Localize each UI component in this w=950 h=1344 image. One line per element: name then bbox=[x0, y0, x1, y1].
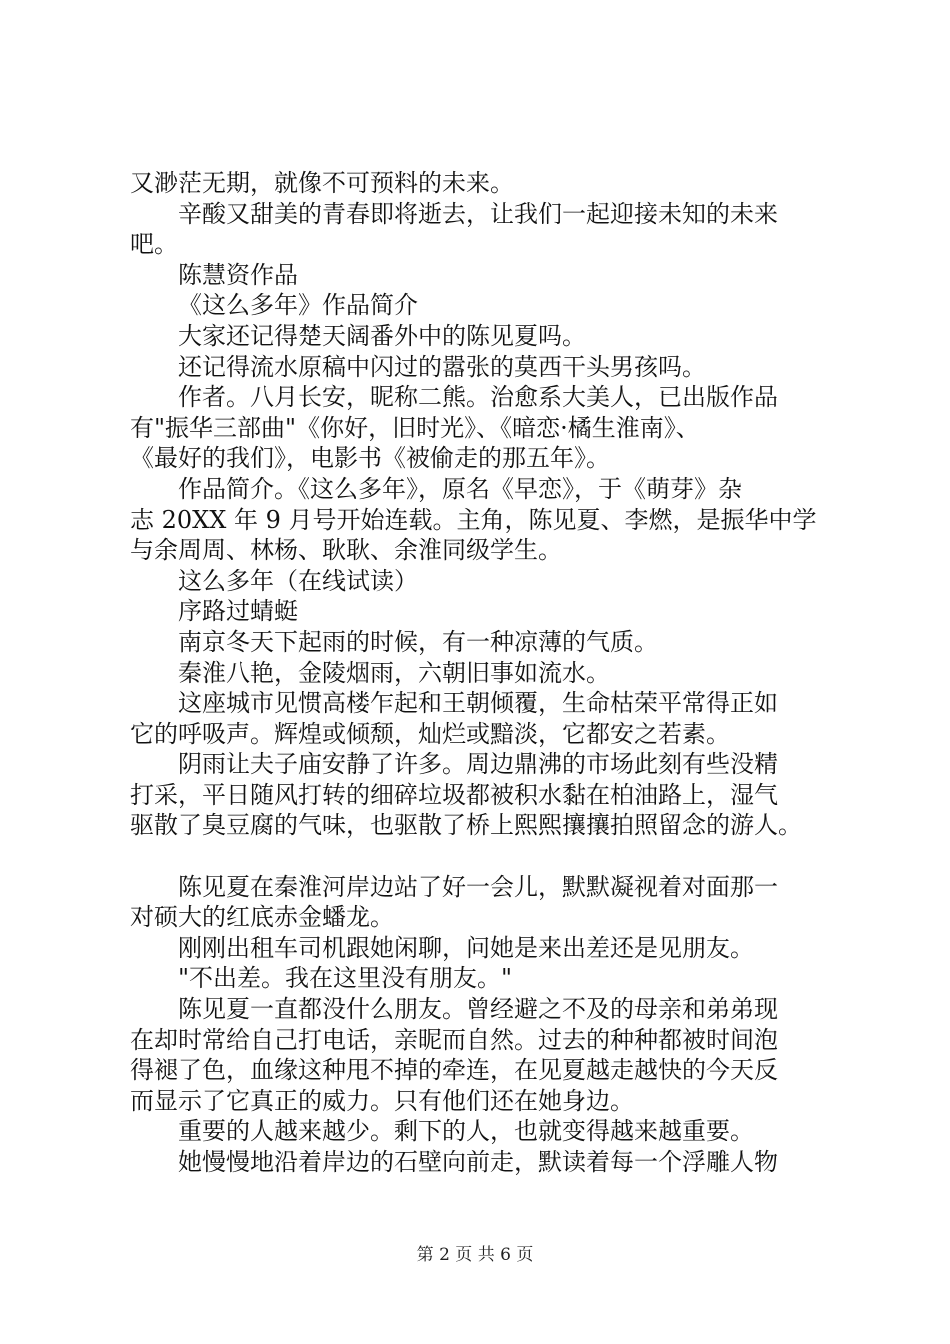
text-line: 序路过蜻蜓 bbox=[178, 597, 298, 626]
text-line: 陈慧资作品 bbox=[178, 260, 298, 289]
text-line: 与余周周、林杨、耿耿、余淮同级学生。 bbox=[130, 536, 562, 565]
text-line: 有"振华三部曲"《你好，旧时光》、《暗恋·橘生淮南》、 bbox=[130, 413, 700, 442]
text-line: 重要的人越来越少。剩下的人，也就变得越来越重要。 bbox=[178, 1117, 754, 1146]
text-line: 还记得流水原稿中闪过的嚣张的莫西干头男孩吗。 bbox=[178, 352, 706, 381]
text-line: 在却时常给自己打电话，亲昵而自然。过去的种种都被时间泡 bbox=[130, 1025, 778, 1054]
text-line: 这么多年（在线试读） bbox=[178, 566, 418, 595]
document-body bbox=[130, 168, 840, 1178]
text-line: 辛酸又甜美的青春即将逝去，让我们一起迎接未知的未来 bbox=[178, 199, 778, 228]
text-line: 而显示了它真正的威力。只有他们还在她身边。 bbox=[130, 1086, 634, 1115]
text-line: 这座城市见惯高楼乍起和王朝倾覆，生命枯荣平常得正如 bbox=[178, 689, 778, 718]
text-line: 作品简介。《这么多年》，原名《早恋》，于《萌芽》杂 bbox=[178, 474, 742, 503]
text-line: 它的呼吸声。辉煌或倾颓，灿烂或黯淡，它都安之若素。 bbox=[130, 719, 730, 748]
text-line: 《这么多年》作品简介 bbox=[178, 291, 418, 320]
text-line: 陈见夏一直都没什么朋友。曾经避之不及的母亲和弟弟现 bbox=[178, 995, 778, 1024]
text-line: 又渺茫无期，就像不可预料的未来。 bbox=[130, 169, 514, 197]
text-line: 得褪了色，血缘这种甩不掉的牵连，在见夏越走越快的今天反 bbox=[130, 1056, 778, 1085]
text-line: 志 20XX 年 9 月号开始连载。主角，陈见夏、李燃，是振华中学 bbox=[130, 505, 817, 534]
text-line: 刚刚出租车司机跟她闲聊，问她是来出差还是见朋友。 bbox=[178, 933, 754, 962]
text-line: 南京冬天下起雨的时候，有一种凉薄的气质。 bbox=[178, 627, 658, 656]
blank-line bbox=[130, 841, 840, 872]
text-line: 驱散了臭豆腐的气味，也驱散了桥上熙熙攘攘拍照留念的游人。 bbox=[130, 811, 802, 840]
text-line: 打采，平日随风打转的细碎垃圾都被积水黏在柏油路上，湿气 bbox=[130, 780, 778, 809]
text-line: 作者。八月长安，昵称二熊。治愈系大美人，已出版作品 bbox=[178, 383, 778, 412]
text-line: 阴雨让夫子庙安静了许多。周边鼎沸的市场此刻有些没精 bbox=[178, 750, 778, 779]
text-line: 大家还记得楚天阔番外中的陈见夏吗。 bbox=[178, 321, 586, 350]
text-line: 吧。 bbox=[130, 230, 178, 259]
text-line: "不出差。我在这里没有朋友。" bbox=[178, 964, 513, 993]
text-line: 《最好的我们》，电影书《被偷走的那五年》。 bbox=[130, 444, 610, 473]
text-line: 她慢慢地沿着岸边的石壁向前走，默读着每一个浮雕人物 bbox=[178, 1148, 778, 1176]
text-line: 对硕大的红底赤金蟠龙。 bbox=[130, 903, 394, 932]
text-line: 陈见夏在秦淮河岸边站了好一会儿，默默凝视着对面那一 bbox=[178, 872, 778, 901]
text-line: 秦淮八艳，金陵烟雨，六朝旧事如流水。 bbox=[178, 658, 610, 687]
page-footer: 第 2 页 共 6 页 bbox=[416, 1245, 534, 1265]
